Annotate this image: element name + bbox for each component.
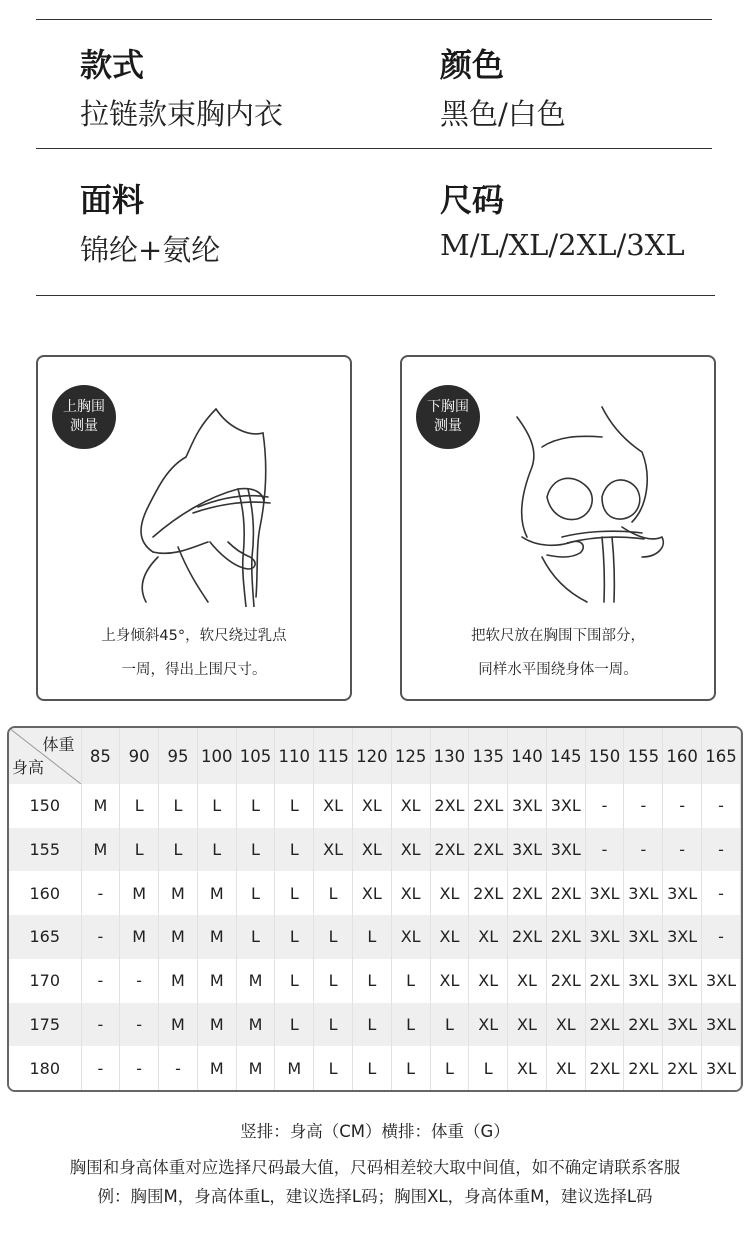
height-cell: 170 xyxy=(9,959,81,1003)
color-label: 颜色 xyxy=(440,46,505,84)
size-cell: L xyxy=(275,871,314,915)
size-cell: L xyxy=(275,784,314,828)
size-cell: L xyxy=(391,1003,430,1047)
size-cell: - xyxy=(159,1046,198,1090)
size-cell: XL xyxy=(391,871,430,915)
height-cell: 175 xyxy=(9,1003,81,1047)
divider-bottom xyxy=(36,295,715,296)
size-cell: 2XL xyxy=(624,1003,663,1047)
size-cell: M xyxy=(120,871,159,915)
corner-height-label: 身高 xyxy=(12,758,45,777)
size-cell: 2XL xyxy=(585,959,624,1003)
size-cell: - xyxy=(81,959,120,1003)
upper-bust-desc-line1: 上身倾斜45°，软尺绕过乳点 xyxy=(101,628,287,644)
size-cell: XL xyxy=(352,784,391,828)
size-cell: - xyxy=(702,915,741,959)
size-cell: L xyxy=(275,959,314,1003)
size-cell: 3XL xyxy=(702,1003,741,1047)
size-chart-corner-cell xyxy=(9,728,81,784)
size-cell: L xyxy=(391,959,430,1003)
weight-header-cell: 100 xyxy=(197,728,236,784)
size-cell: 3XL xyxy=(585,871,624,915)
size-cell: L xyxy=(430,1046,469,1090)
size-cell: M xyxy=(159,871,198,915)
size-cell: - xyxy=(120,1046,159,1090)
size-cell: L xyxy=(275,828,314,872)
size-cell: 2XL xyxy=(508,871,547,915)
material-label: 面料 xyxy=(80,181,145,219)
height-cell: 160 xyxy=(9,871,81,915)
size-cell: - xyxy=(81,915,120,959)
size-cell: L xyxy=(236,871,275,915)
size-cell: L xyxy=(159,828,198,872)
size-cell: XL xyxy=(469,1003,508,1047)
size-cell: L xyxy=(352,1046,391,1090)
height-cell: 180 xyxy=(9,1046,81,1090)
size-cell: L xyxy=(469,1046,508,1090)
size-cell: - xyxy=(120,1003,159,1047)
table-row xyxy=(9,1003,741,1047)
upper-bust-illustration xyxy=(98,397,318,607)
size-cell: 2XL xyxy=(469,871,508,915)
size-cell: 2XL xyxy=(546,871,585,915)
color-value: 黑色/白色 xyxy=(440,97,566,131)
size-cell: 3XL xyxy=(702,1046,741,1090)
size-cell: M xyxy=(159,1003,198,1047)
size-value: M/L/XL/2XL/3XL xyxy=(440,228,685,262)
size-cell: L xyxy=(352,1003,391,1047)
axis-note: 竖排：身高（CM）横排：体重（G） xyxy=(240,1122,510,1141)
size-cell: - xyxy=(702,828,741,872)
weight-header-cell: 150 xyxy=(585,728,624,784)
size-cell: M xyxy=(236,1046,275,1090)
size-cell: XL xyxy=(469,915,508,959)
weight-header-cell: 85 xyxy=(81,728,120,784)
size-cell: L xyxy=(314,959,353,1003)
size-cell: - xyxy=(624,828,663,872)
weight-header-cell: 160 xyxy=(663,728,702,784)
weight-header-cell: 155 xyxy=(624,728,663,784)
size-cell: 3XL xyxy=(624,915,663,959)
size-cell: 3XL xyxy=(624,959,663,1003)
size-cell: 2XL xyxy=(469,784,508,828)
weight-header-cell: 145 xyxy=(546,728,585,784)
size-cell: M xyxy=(81,784,120,828)
upper-bust-desc-line2: 一周，得出上围尺寸。 xyxy=(121,662,267,678)
height-cell: 155 xyxy=(9,828,81,872)
size-cell: L xyxy=(120,784,159,828)
size-cell: XL xyxy=(430,915,469,959)
size-cell: XL xyxy=(314,828,353,872)
lower-bust-description xyxy=(402,619,714,687)
height-cell: 150 xyxy=(9,784,81,828)
size-cell: XL xyxy=(508,1003,547,1047)
size-cell: 3XL xyxy=(663,871,702,915)
size-cell: 3XL xyxy=(546,784,585,828)
size-cell: - xyxy=(663,784,702,828)
table-row xyxy=(9,1046,741,1090)
size-cell: 3XL xyxy=(663,959,702,1003)
size-cell: 3XL xyxy=(508,828,547,872)
size-cell: XL xyxy=(546,1003,585,1047)
table-row xyxy=(9,915,741,959)
size-cell: M xyxy=(236,1003,275,1047)
size-cell: - xyxy=(585,828,624,872)
size-cell: XL xyxy=(314,784,353,828)
table-row xyxy=(9,871,741,915)
size-cell: L xyxy=(275,915,314,959)
size-cell: 2XL xyxy=(508,915,547,959)
size-cell: 3XL xyxy=(663,1003,702,1047)
size-cell: L xyxy=(352,959,391,1003)
size-cell: XL xyxy=(352,828,391,872)
size-cell: 2XL xyxy=(430,828,469,872)
size-cell: L xyxy=(236,784,275,828)
weight-header-cell: 110 xyxy=(275,728,314,784)
size-cell: 3XL xyxy=(585,915,624,959)
upper-bust-badge-line2: 测量 xyxy=(70,418,98,434)
size-cell: L xyxy=(120,828,159,872)
size-cell: 3XL xyxy=(508,784,547,828)
lower-bust-desc-line1: 把软尺放在胸围下围部分， xyxy=(471,628,645,644)
weight-header-cell: 95 xyxy=(159,728,198,784)
size-cell: M xyxy=(197,1003,236,1047)
size-cell: L xyxy=(314,915,353,959)
size-cell: L xyxy=(197,784,236,828)
size-cell: M xyxy=(197,871,236,915)
size-cell: L xyxy=(314,871,353,915)
size-chart xyxy=(9,728,741,1090)
upper-bust-description xyxy=(38,619,350,687)
weight-header-cell: 125 xyxy=(391,728,430,784)
size-cell: M xyxy=(275,1046,314,1090)
size-cell: 2XL xyxy=(585,1003,624,1047)
size-chart-table xyxy=(7,726,743,1092)
size-label: 尺码 xyxy=(440,181,505,219)
upper-bust-badge-line1: 上胸围 xyxy=(63,399,105,415)
note-line-1: 胸围和身高体重对应选择尺码最大值，尺码相差较大取中间值，如不确定请联系客服 xyxy=(69,1158,681,1177)
size-cell: - xyxy=(81,1046,120,1090)
size-cell: XL xyxy=(391,828,430,872)
size-cell: 2XL xyxy=(663,1046,702,1090)
size-cell: L xyxy=(430,1003,469,1047)
size-cell: M xyxy=(236,959,275,1003)
table-row xyxy=(9,828,741,872)
size-cell: L xyxy=(314,1046,353,1090)
size-cell: M xyxy=(197,1046,236,1090)
weight-header-cell: 115 xyxy=(314,728,353,784)
size-cell: L xyxy=(197,828,236,872)
size-cell: L xyxy=(236,915,275,959)
size-cell: - xyxy=(624,784,663,828)
weight-header-cell: 120 xyxy=(352,728,391,784)
size-cell: - xyxy=(702,784,741,828)
size-cell: XL xyxy=(508,959,547,1003)
lower-bust-desc-line2: 同样水平围绕身体一周。 xyxy=(478,662,638,678)
weight-header-cell: 90 xyxy=(120,728,159,784)
size-cell: XL xyxy=(508,1046,547,1090)
weight-header-cell: 105 xyxy=(236,728,275,784)
size-cell: M xyxy=(159,959,198,1003)
size-cell: 3XL xyxy=(702,959,741,1003)
lower-bust-badge-line2: 测量 xyxy=(434,418,462,434)
size-cell: 3XL xyxy=(546,828,585,872)
size-cell: XL xyxy=(352,871,391,915)
size-cell: XL xyxy=(469,959,508,1003)
lower-bust-illustration xyxy=(462,397,682,607)
lower-bust-badge-line1: 下胸围 xyxy=(427,399,469,415)
size-cell: L xyxy=(159,784,198,828)
size-cell: XL xyxy=(430,959,469,1003)
size-cell: 3XL xyxy=(624,871,663,915)
material-value: 锦纶+氨纶 xyxy=(80,233,221,267)
size-cell: 2XL xyxy=(585,1046,624,1090)
lower-bust-card xyxy=(400,355,716,701)
note-line-2: 例：胸围M，身高体重L，建议选择L码；胸围XL，身高体重M，建议选择L码 xyxy=(97,1187,653,1206)
size-cell: L xyxy=(236,828,275,872)
weight-header-cell: 165 xyxy=(702,728,741,784)
size-cell: M xyxy=(159,915,198,959)
size-cell: XL xyxy=(430,871,469,915)
size-cell: 2XL xyxy=(546,959,585,1003)
weight-header-cell: 135 xyxy=(469,728,508,784)
size-cell: - xyxy=(663,828,702,872)
style-label: 款式 xyxy=(80,46,145,84)
size-cell: - xyxy=(702,871,741,915)
size-cell: 3XL xyxy=(663,915,702,959)
size-cell: 2XL xyxy=(469,828,508,872)
size-cell: M xyxy=(81,828,120,872)
size-cell: L xyxy=(275,1003,314,1047)
size-cell: 2XL xyxy=(546,915,585,959)
size-cell: - xyxy=(120,959,159,1003)
size-cell: - xyxy=(81,1003,120,1047)
size-cell: L xyxy=(391,1046,430,1090)
weight-header-cell: 130 xyxy=(430,728,469,784)
size-cell: 2XL xyxy=(430,784,469,828)
weight-header-cell: 140 xyxy=(508,728,547,784)
size-cell: - xyxy=(81,871,120,915)
size-cell: L xyxy=(352,915,391,959)
divider-middle xyxy=(36,148,712,149)
table-row xyxy=(9,784,741,828)
size-cell: M xyxy=(197,915,236,959)
upper-bust-card xyxy=(36,355,352,701)
divider-top xyxy=(36,19,712,20)
style-value: 拉链款束胸内衣 xyxy=(80,97,284,131)
size-cell: XL xyxy=(546,1046,585,1090)
table-row xyxy=(9,959,741,1003)
size-chart-header-row xyxy=(9,728,741,784)
height-cell: 165 xyxy=(9,915,81,959)
size-chart-body xyxy=(9,728,741,1090)
size-cell: L xyxy=(314,1003,353,1047)
size-cell: 2XL xyxy=(624,1046,663,1090)
size-cell: M xyxy=(197,959,236,1003)
corner-weight-label: 体重 xyxy=(42,735,75,754)
size-cell: XL xyxy=(391,915,430,959)
size-cell: - xyxy=(585,784,624,828)
size-cell: M xyxy=(120,915,159,959)
size-cell: XL xyxy=(391,784,430,828)
